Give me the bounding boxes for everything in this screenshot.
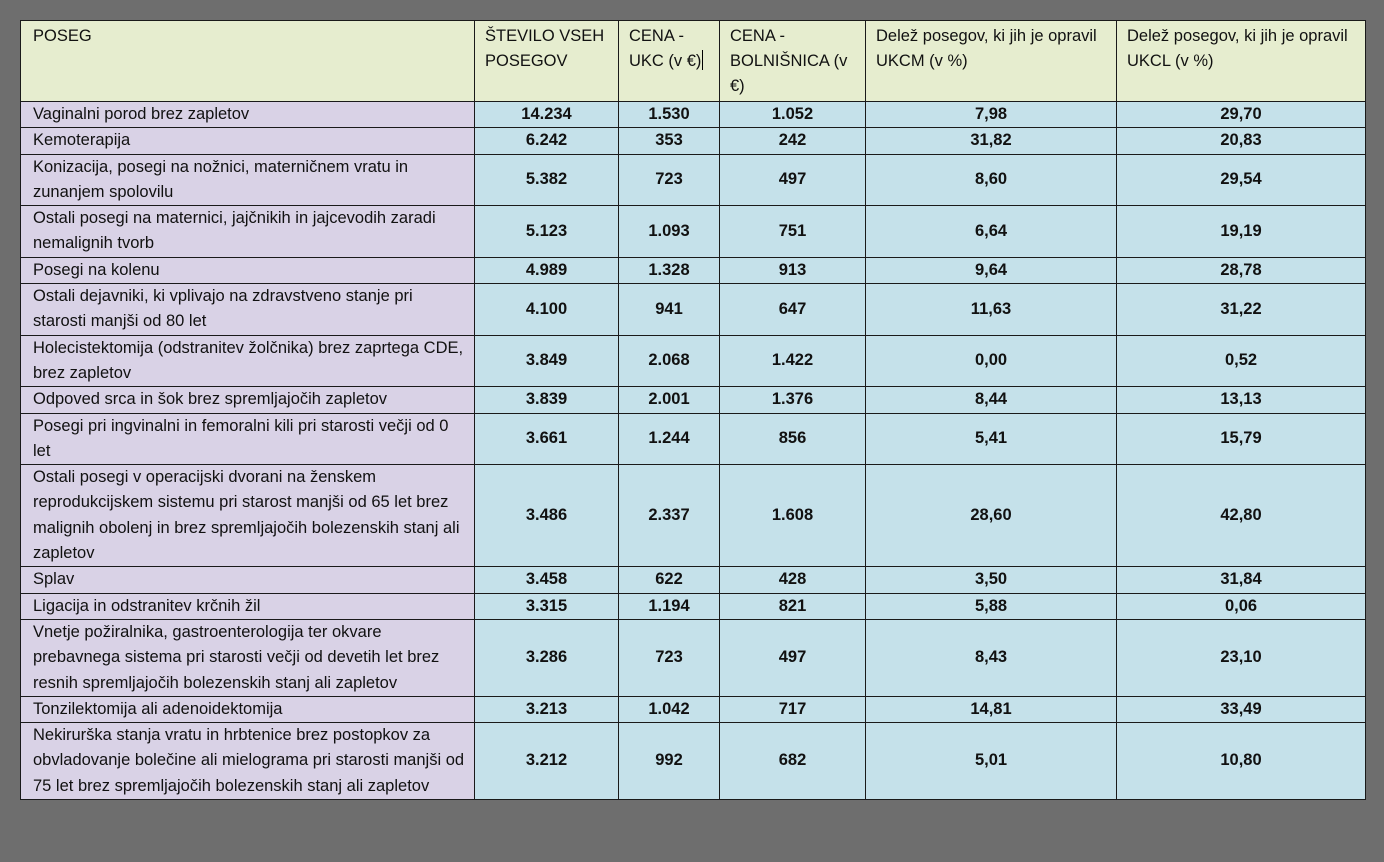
cell-cena-bolnisnica[interactable]: 497 (720, 154, 866, 206)
cell-delez-ukcm[interactable]: 5,88 (866, 593, 1117, 619)
cell-stevilo[interactable]: 14.234 (475, 102, 619, 128)
table-row (21, 465, 1366, 567)
table-row (21, 723, 1366, 800)
cell-poseg[interactable]: Holecistektomija (odstranitev žolčnika) brez zaprtega CDE, brez zapletov (21, 335, 475, 387)
cell-poseg[interactable]: Ostali posegi na maternici, jajčnikih in jajcevodih zaradi nemalignih tvorb (21, 206, 475, 258)
cell-delez-ukcl[interactable]: 28,78 (1117, 257, 1366, 283)
cell-delez-ukcm[interactable]: 8,60 (866, 154, 1117, 206)
header-cell-poseg[interactable] (21, 21, 475, 102)
table-row (21, 335, 1366, 387)
cell-cena-bolnisnica[interactable]: 751 (720, 206, 866, 258)
cell-stevilo[interactable]: 3.661 (475, 413, 619, 465)
cell-delez-ukcm[interactable]: 9,64 (866, 257, 1117, 283)
cell-delez-ukcl[interactable]: 19,19 (1117, 206, 1366, 258)
cell-cena-ukc[interactable]: 1.194 (619, 593, 720, 619)
spreadsheet (20, 20, 1365, 800)
table-row (21, 696, 1366, 722)
table-row (21, 284, 1366, 336)
procedures-table (20, 20, 1366, 800)
table-row (21, 413, 1366, 465)
header-label: Delež posegov, ki jih je opravil UKCL (v %) (1127, 27, 1348, 70)
cell-delez-ukcm[interactable]: 0,00 (866, 335, 1117, 387)
cell-stevilo[interactable]: 5.382 (475, 154, 619, 206)
cell-cena-ukc[interactable]: 1.093 (619, 206, 720, 258)
cell-delez-ukcm[interactable]: 6,64 (866, 206, 1117, 258)
cell-delez-ukcm[interactable]: 7,98 (866, 102, 1117, 128)
cell-stevilo[interactable]: 6.242 (475, 128, 619, 154)
table-row (21, 567, 1366, 593)
cell-stevilo[interactable]: 3.315 (475, 593, 619, 619)
cell-delez-ukcm[interactable]: 8,44 (866, 387, 1117, 413)
cell-stevilo[interactable]: 3.212 (475, 723, 619, 800)
cell-delez-ukcm[interactable]: 31,82 (866, 128, 1117, 154)
cell-poseg[interactable]: Splav (21, 567, 475, 593)
table-row (21, 257, 1366, 283)
cell-delez-ukcl[interactable]: 31,84 (1117, 567, 1366, 593)
table-row (21, 387, 1366, 413)
cell-stevilo[interactable]: 3.839 (475, 387, 619, 413)
cell-delez-ukcm[interactable]: 14,81 (866, 696, 1117, 722)
header-cell-stevilo[interactable] (475, 21, 619, 102)
cell-delez-ukcl[interactable]: 23,10 (1117, 619, 1366, 696)
cell-cena-ukc[interactable]: 1.530 (619, 102, 720, 128)
cell-delez-ukcl[interactable]: 15,79 (1117, 413, 1366, 465)
header-label: ŠTEVILO VSEH POSEGOV (485, 27, 605, 70)
cell-cena-ukc[interactable]: 622 (619, 567, 720, 593)
cell-poseg[interactable]: Posegi pri ingvinalni in femoralni kili pri starosti večji od 0 let (21, 413, 475, 465)
cell-stevilo[interactable]: 3.213 (475, 696, 619, 722)
table-row (21, 593, 1366, 619)
cell-stevilo[interactable]: 4.100 (475, 284, 619, 336)
cell-poseg[interactable]: Vaginalni porod brez zapletov (21, 102, 475, 128)
cell-delez-ukcl[interactable]: 29,54 (1117, 154, 1366, 206)
cell-poseg[interactable]: Ligacija in odstranitev krčnih žil (21, 593, 475, 619)
cell-cena-bolnisnica[interactable]: 647 (720, 284, 866, 336)
cell-cena-bolnisnica[interactable]: 913 (720, 257, 866, 283)
cell-delez-ukcl[interactable]: 13,13 (1117, 387, 1366, 413)
cell-poseg[interactable]: Vnetje požiralnika, gastroenterologija ter okvare prebavnega sistema pri starosti večji od devetih let brez resnih spremljajočih bolezenskih stanj ali zapletov (21, 619, 475, 696)
cell-cena-bolnisnica[interactable]: 856 (720, 413, 866, 465)
header-label: Delež posegov, ki jih je opravil UKCM (v %) (876, 27, 1097, 70)
table-row (21, 206, 1366, 258)
cell-cena-bolnisnica[interactable]: 1.608 (720, 465, 866, 567)
cell-stevilo[interactable]: 5.123 (475, 206, 619, 258)
cell-cena-bolnisnica[interactable]: 1.422 (720, 335, 866, 387)
table-row (21, 619, 1366, 696)
header-row (21, 21, 1366, 102)
cell-poseg[interactable]: Konizacija, posegi na nožnici, materničnem vratu in zunanjem spolovilu (21, 154, 475, 206)
cell-cena-ukc[interactable]: 1.042 (619, 696, 720, 722)
table-row (21, 154, 1366, 206)
cell-cena-ukc[interactable]: 2.068 (619, 335, 720, 387)
text-cursor (702, 50, 703, 70)
cell-cena-bolnisnica[interactable]: 428 (720, 567, 866, 593)
header-cell-delez-ukcl[interactable] (1117, 21, 1366, 102)
cell-stevilo[interactable]: 4.989 (475, 257, 619, 283)
cell-cena-ukc[interactable]: 1.244 (619, 413, 720, 465)
header-label: CENA - UKC (v €) (629, 27, 702, 70)
cell-delez-ukcl[interactable]: 33,49 (1117, 696, 1366, 722)
cell-delez-ukcm[interactable]: 11,63 (866, 284, 1117, 336)
cell-cena-ukc[interactable]: 1.328 (619, 257, 720, 283)
cell-delez-ukcm[interactable]: 8,43 (866, 619, 1117, 696)
cell-cena-bolnisnica[interactable]: 1.376 (720, 387, 866, 413)
header-cell-delez-ukcm[interactable] (866, 21, 1117, 102)
cell-cena-bolnisnica[interactable]: 682 (720, 723, 866, 800)
cell-cena-ukc[interactable]: 941 (619, 284, 720, 336)
cell-delez-ukcl[interactable]: 42,80 (1117, 465, 1366, 567)
header-label: CENA - BOLNIŠNICA (v €) (730, 27, 848, 95)
cell-cena-ukc[interactable]: 723 (619, 619, 720, 696)
cell-delez-ukcl[interactable]: 20,83 (1117, 128, 1366, 154)
header-label: POSEG (33, 27, 92, 45)
header-cell-cena-bolnisnica[interactable] (720, 21, 866, 102)
cell-stevilo[interactable]: 3.458 (475, 567, 619, 593)
cell-cena-ukc[interactable]: 992 (619, 723, 720, 800)
cell-delez-ukcm[interactable]: 5,41 (866, 413, 1117, 465)
cell-cena-bolnisnica[interactable]: 497 (720, 619, 866, 696)
cell-cena-ukc[interactable]: 723 (619, 154, 720, 206)
cell-poseg[interactable]: Posegi na kolenu (21, 257, 475, 283)
cell-poseg[interactable]: Tonzilektomija ali adenoidektomija (21, 696, 475, 722)
cell-cena-ukc[interactable]: 2.337 (619, 465, 720, 567)
cell-delez-ukcm[interactable]: 5,01 (866, 723, 1117, 800)
cell-delez-ukcl[interactable]: 31,22 (1117, 284, 1366, 336)
cell-delez-ukcl[interactable]: 0,06 (1117, 593, 1366, 619)
cell-poseg[interactable]: Ostali dejavniki, ki vplivajo na zdravstveno stanje pri starosti manjši od 80 let (21, 284, 475, 336)
cell-poseg[interactable]: Nekirurška stanja vratu in hrbtenice brez postopkov za obvladovanje bolečine ali mielograma pri starosti manjši od 75 let brez spremljajočih bolezenskih stanj ali zapletov (21, 723, 475, 800)
table-row (21, 102, 1366, 128)
cell-cena-bolnisnica[interactable]: 821 (720, 593, 866, 619)
cell-stevilo[interactable]: 3.849 (475, 335, 619, 387)
cell-cena-bolnisnica[interactable]: 717 (720, 696, 866, 722)
cell-poseg[interactable]: Odpoved srca in šok brez spremljajočih zapletov (21, 387, 475, 413)
cell-poseg[interactable]: Ostali posegi v operacijski dvorani na ženskem reprodukcijskem sistemu pri starost manjši od 65 let brez malignih obolenj in brez spremljajočih bolezenskih stanj ali zapletov (21, 465, 475, 567)
cell-stevilo[interactable]: 3.486 (475, 465, 619, 567)
cell-cena-ukc[interactable]: 2.001 (619, 387, 720, 413)
cell-delez-ukcm[interactable]: 3,50 (866, 567, 1117, 593)
cell-delez-ukcl[interactable]: 10,80 (1117, 723, 1366, 800)
cell-cena-bolnisnica[interactable]: 242 (720, 128, 866, 154)
cell-delez-ukcl[interactable]: 29,70 (1117, 102, 1366, 128)
table-body (21, 21, 1366, 800)
cell-poseg[interactable]: Kemoterapija (21, 128, 475, 154)
cell-stevilo[interactable]: 3.286 (475, 619, 619, 696)
table-row (21, 128, 1366, 154)
header-cell-cena-ukc[interactable] (619, 21, 720, 102)
cell-delez-ukcm[interactable]: 28,60 (866, 465, 1117, 567)
cell-delez-ukcl[interactable]: 0,52 (1117, 335, 1366, 387)
cell-cena-ukc[interactable]: 353 (619, 128, 720, 154)
cell-cena-bolnisnica[interactable]: 1.052 (720, 102, 866, 128)
